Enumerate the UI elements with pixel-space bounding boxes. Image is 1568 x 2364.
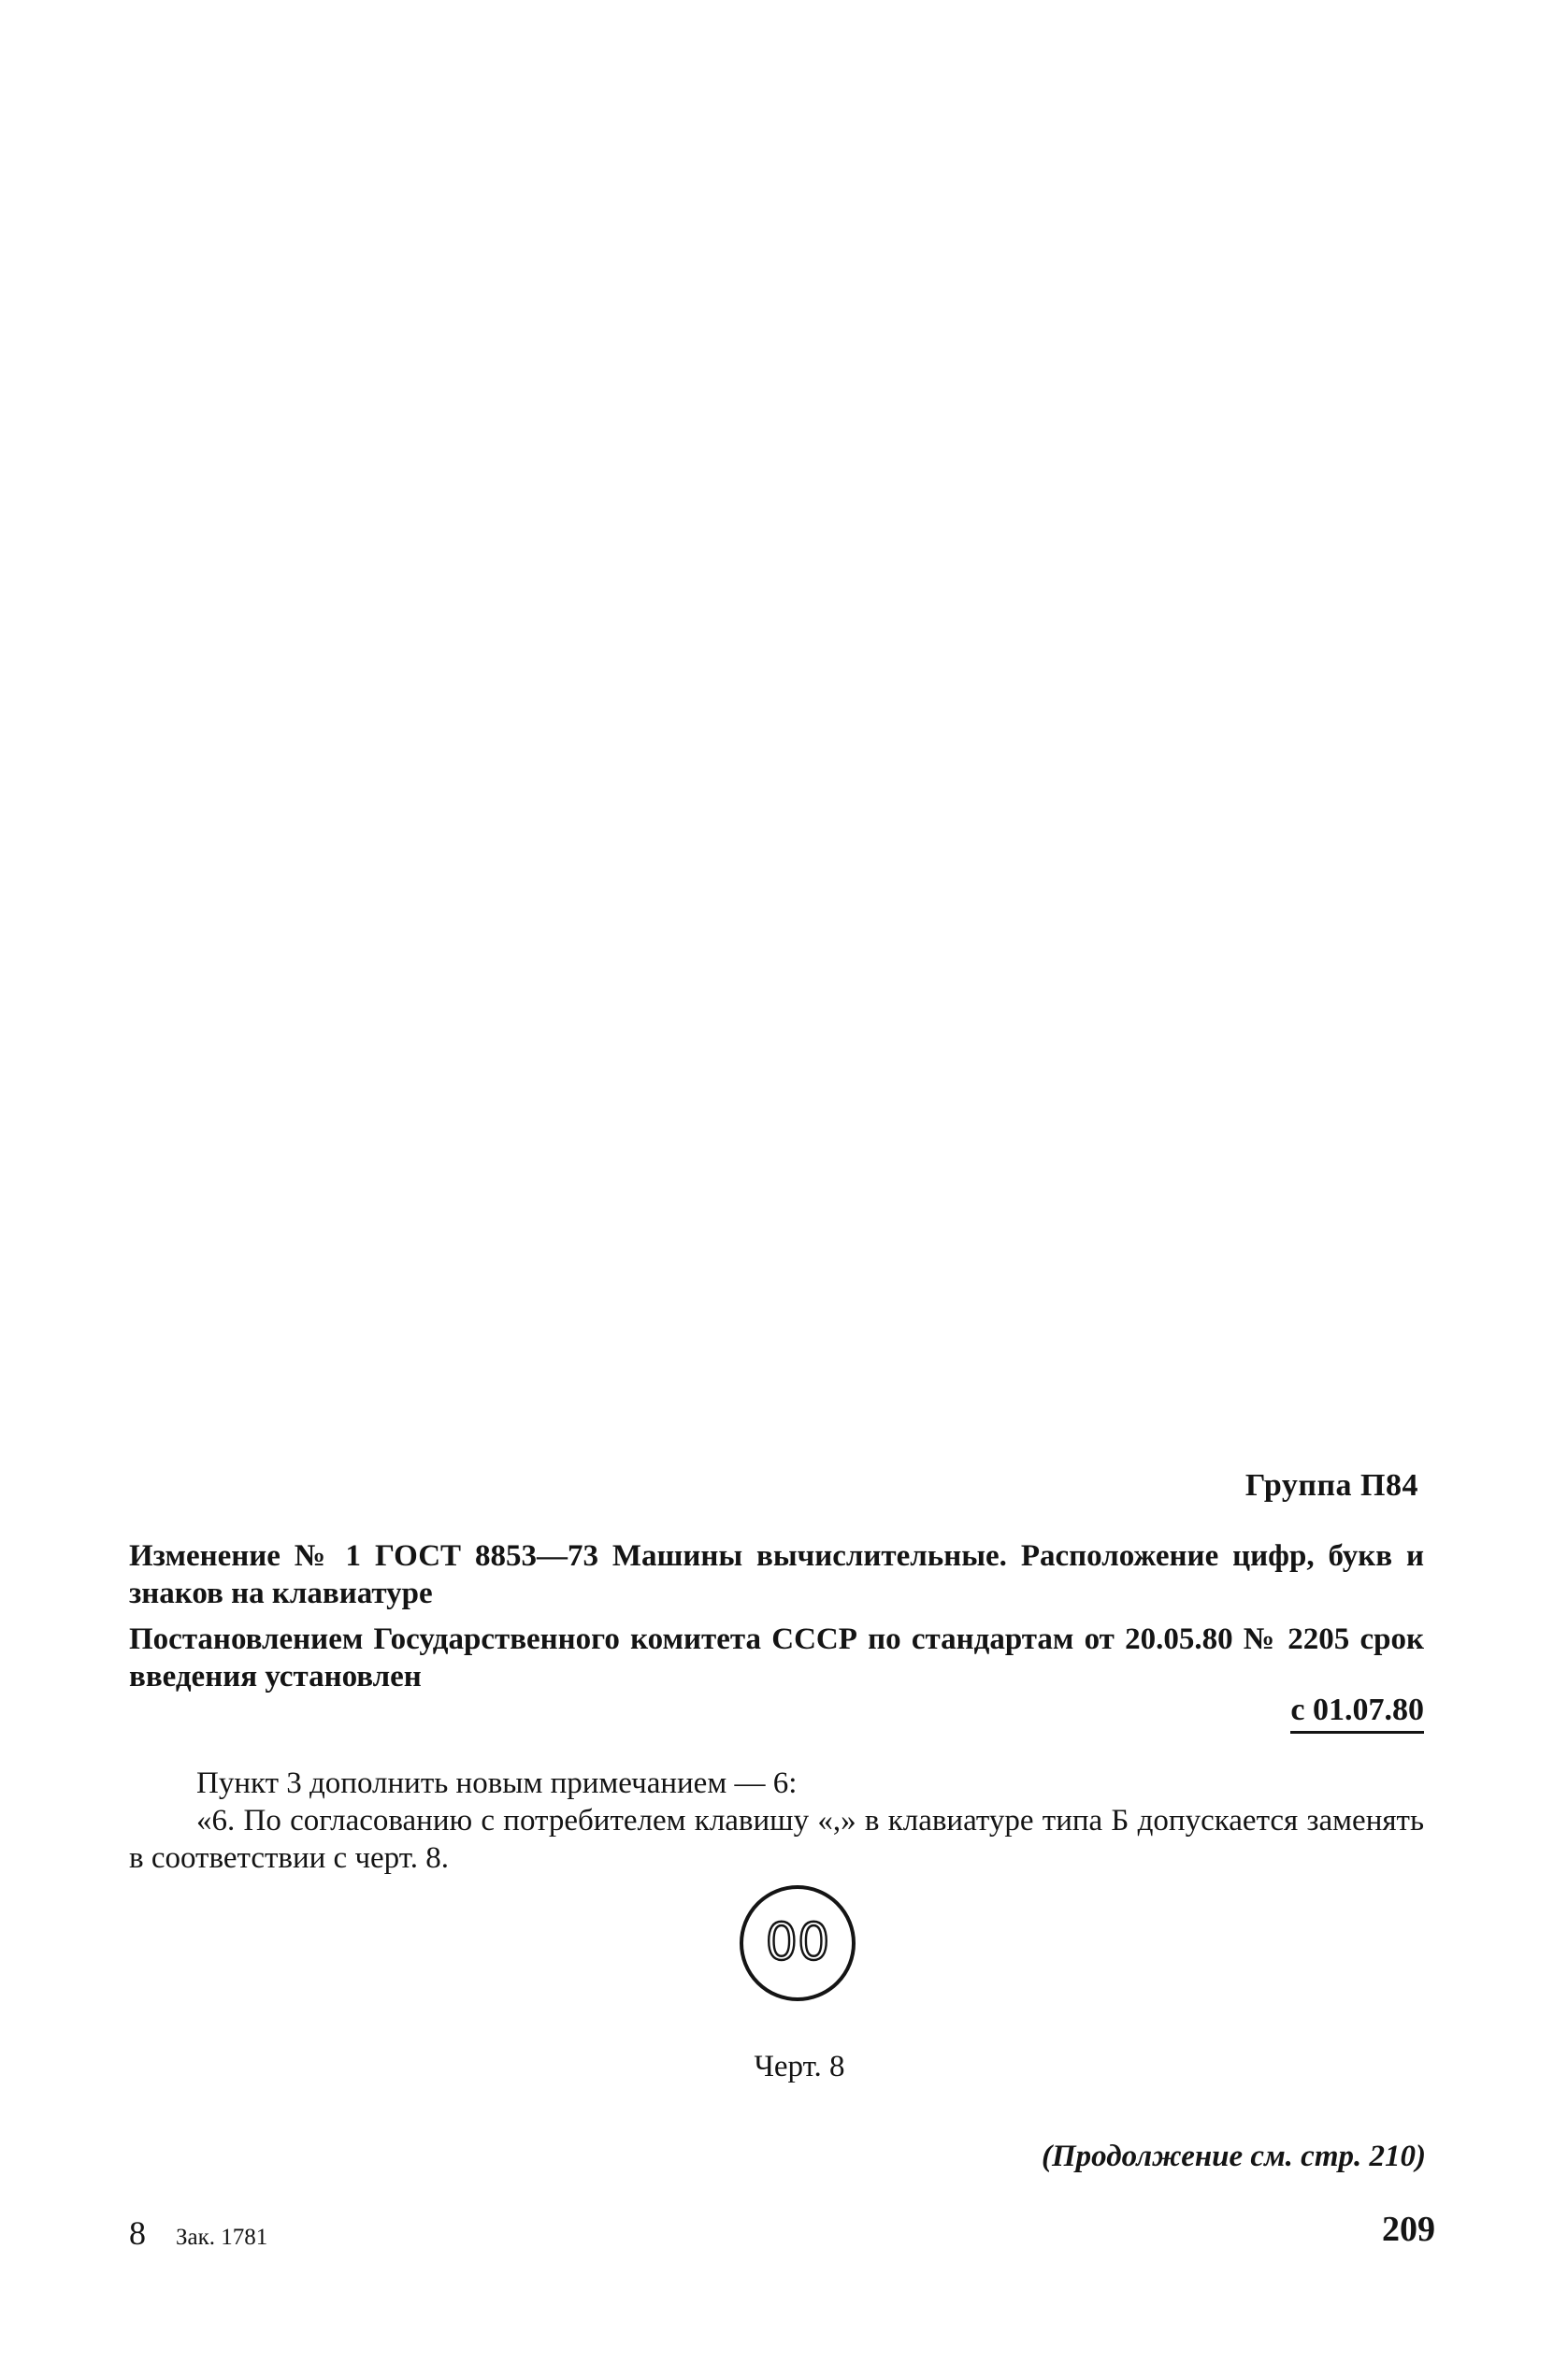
- amendment-title: Изменение № 1 ГОСТ 8853—73 Машины вычислительные. Расположение цифр, букв и знаков на клавиатуре: [129, 1539, 1424, 1610]
- paragraph-2: «6. По согласованию с потребителем клавишу «,» в клавиатуре типа Б допускается заменять в соответствии с черт. 8.: [129, 1804, 1424, 1875]
- body-text: [129, 1765, 1424, 1877]
- paragraph-1: Пункт 3 дополнить новым примечанием — 6:: [196, 1766, 798, 1800]
- figure-key-symbol: [737, 1882, 858, 2004]
- footer-left: [129, 2213, 267, 2253]
- group-label: Группа П84: [1244, 1468, 1418, 1503]
- continuation-note: (Продолжение см. стр. 210): [1042, 2140, 1426, 2173]
- order-number: Зак. 1781: [176, 2225, 268, 2250]
- sheet-number: 8: [129, 2214, 146, 2252]
- effective-date: с 01.07.80: [1290, 1693, 1424, 1734]
- figure-symbol-text: 00: [765, 1912, 830, 1971]
- circled-key-icon: [737, 1882, 858, 2004]
- resolution-text: Постановлением Государственного комитета СССР по стандартам от 20.05.80 № 2205 срок введения установлен: [129, 1622, 1424, 1694]
- figure-caption: Черт. 8: [754, 2050, 845, 2083]
- page-number: 209: [1382, 2210, 1435, 2249]
